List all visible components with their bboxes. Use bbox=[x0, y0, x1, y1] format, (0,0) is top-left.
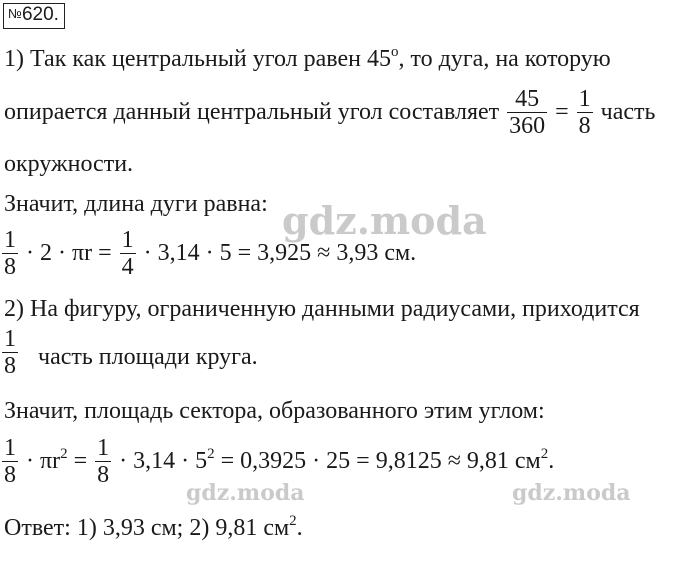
fraction-numerator: 1 bbox=[97, 435, 110, 461]
answer-end: . bbox=[296, 515, 303, 541]
calc-c: = 0,3925 · 25 = 9,8125 ≈ 9,81 см bbox=[214, 447, 541, 474]
p1-line2 bbox=[4, 87, 655, 140]
fraction-numerator: 1 bbox=[578, 86, 591, 112]
fraction-numerator: 1 bbox=[4, 326, 16, 352]
equals-sign: = bbox=[73, 447, 88, 474]
fraction-1-4 bbox=[120, 228, 136, 281]
calc-a: · πr bbox=[26, 447, 61, 474]
problem-number-badge bbox=[3, 3, 65, 29]
equals-sign: = bbox=[555, 98, 569, 125]
fraction-denominator: 8 bbox=[4, 462, 16, 489]
answer-text: Ответ: 1) 3,93 см; 2) 9,81 см bbox=[4, 515, 290, 541]
fraction-numerator: 1 bbox=[121, 227, 134, 253]
fraction-1-8 bbox=[577, 87, 593, 140]
watermark: gdz.moda bbox=[282, 198, 487, 243]
fraction-denominator: 8 bbox=[4, 353, 16, 380]
p1-line1-a: 1) Так как центральный угол равен 45 bbox=[4, 46, 391, 72]
fraction-numerator: 1 bbox=[4, 435, 16, 461]
calc-b: · 3,14 · 5 bbox=[119, 447, 208, 474]
square-sup: 2 bbox=[207, 445, 215, 462]
p1-line1-b: , то дуга, на которую bbox=[398, 46, 611, 72]
p1-line3: окружности. bbox=[4, 151, 134, 177]
p2-line3: Значит, площадь сектора, образованного этим углом: bbox=[4, 398, 545, 424]
square-sup: 2 bbox=[289, 513, 297, 529]
fraction-1-8 bbox=[2, 228, 18, 281]
fraction-denominator: 4 bbox=[121, 254, 134, 281]
calc-end: . bbox=[548, 447, 555, 474]
watermark: gdz.moda bbox=[186, 480, 305, 506]
p1-line1 bbox=[4, 44, 611, 72]
fraction-45-360 bbox=[507, 87, 547, 140]
calc-end: · 3,14 · 5 = 3,925 ≈ 3,93 см. bbox=[143, 239, 417, 266]
p2-line1: 2) На фигуру, ограниченную данными радиусами, приходится bbox=[4, 296, 640, 322]
p1-line4: Значит, длина дуги равна: bbox=[4, 191, 268, 217]
p2-line2: часть площади круга. bbox=[38, 344, 258, 370]
number-sign: № bbox=[8, 6, 22, 21]
square-sup: 2 bbox=[60, 445, 68, 462]
problem-number: 620. bbox=[21, 4, 59, 25]
fraction-denominator: 8 bbox=[4, 254, 16, 281]
degree-sup: o bbox=[390, 44, 399, 60]
fraction-denominator: 8 bbox=[578, 113, 591, 140]
fraction-1-8 bbox=[2, 436, 18, 489]
answer-line bbox=[4, 513, 303, 541]
fraction-denominator: 360 bbox=[509, 113, 546, 140]
fraction-1-8 bbox=[95, 436, 111, 489]
calc-middle: · 2 · πr = bbox=[26, 239, 112, 266]
watermark: gdz.moda bbox=[512, 480, 631, 506]
fraction-numerator: 45 bbox=[507, 87, 547, 113]
p1-line2-b: часть bbox=[600, 98, 656, 125]
square-sup: 2 bbox=[540, 445, 549, 462]
fraction-denominator: 8 bbox=[97, 462, 110, 489]
p1-line2-a: опирается данный центральный угол составляет bbox=[4, 98, 500, 125]
fraction-1-8 bbox=[2, 327, 18, 380]
fraction-numerator: 1 bbox=[4, 227, 16, 253]
